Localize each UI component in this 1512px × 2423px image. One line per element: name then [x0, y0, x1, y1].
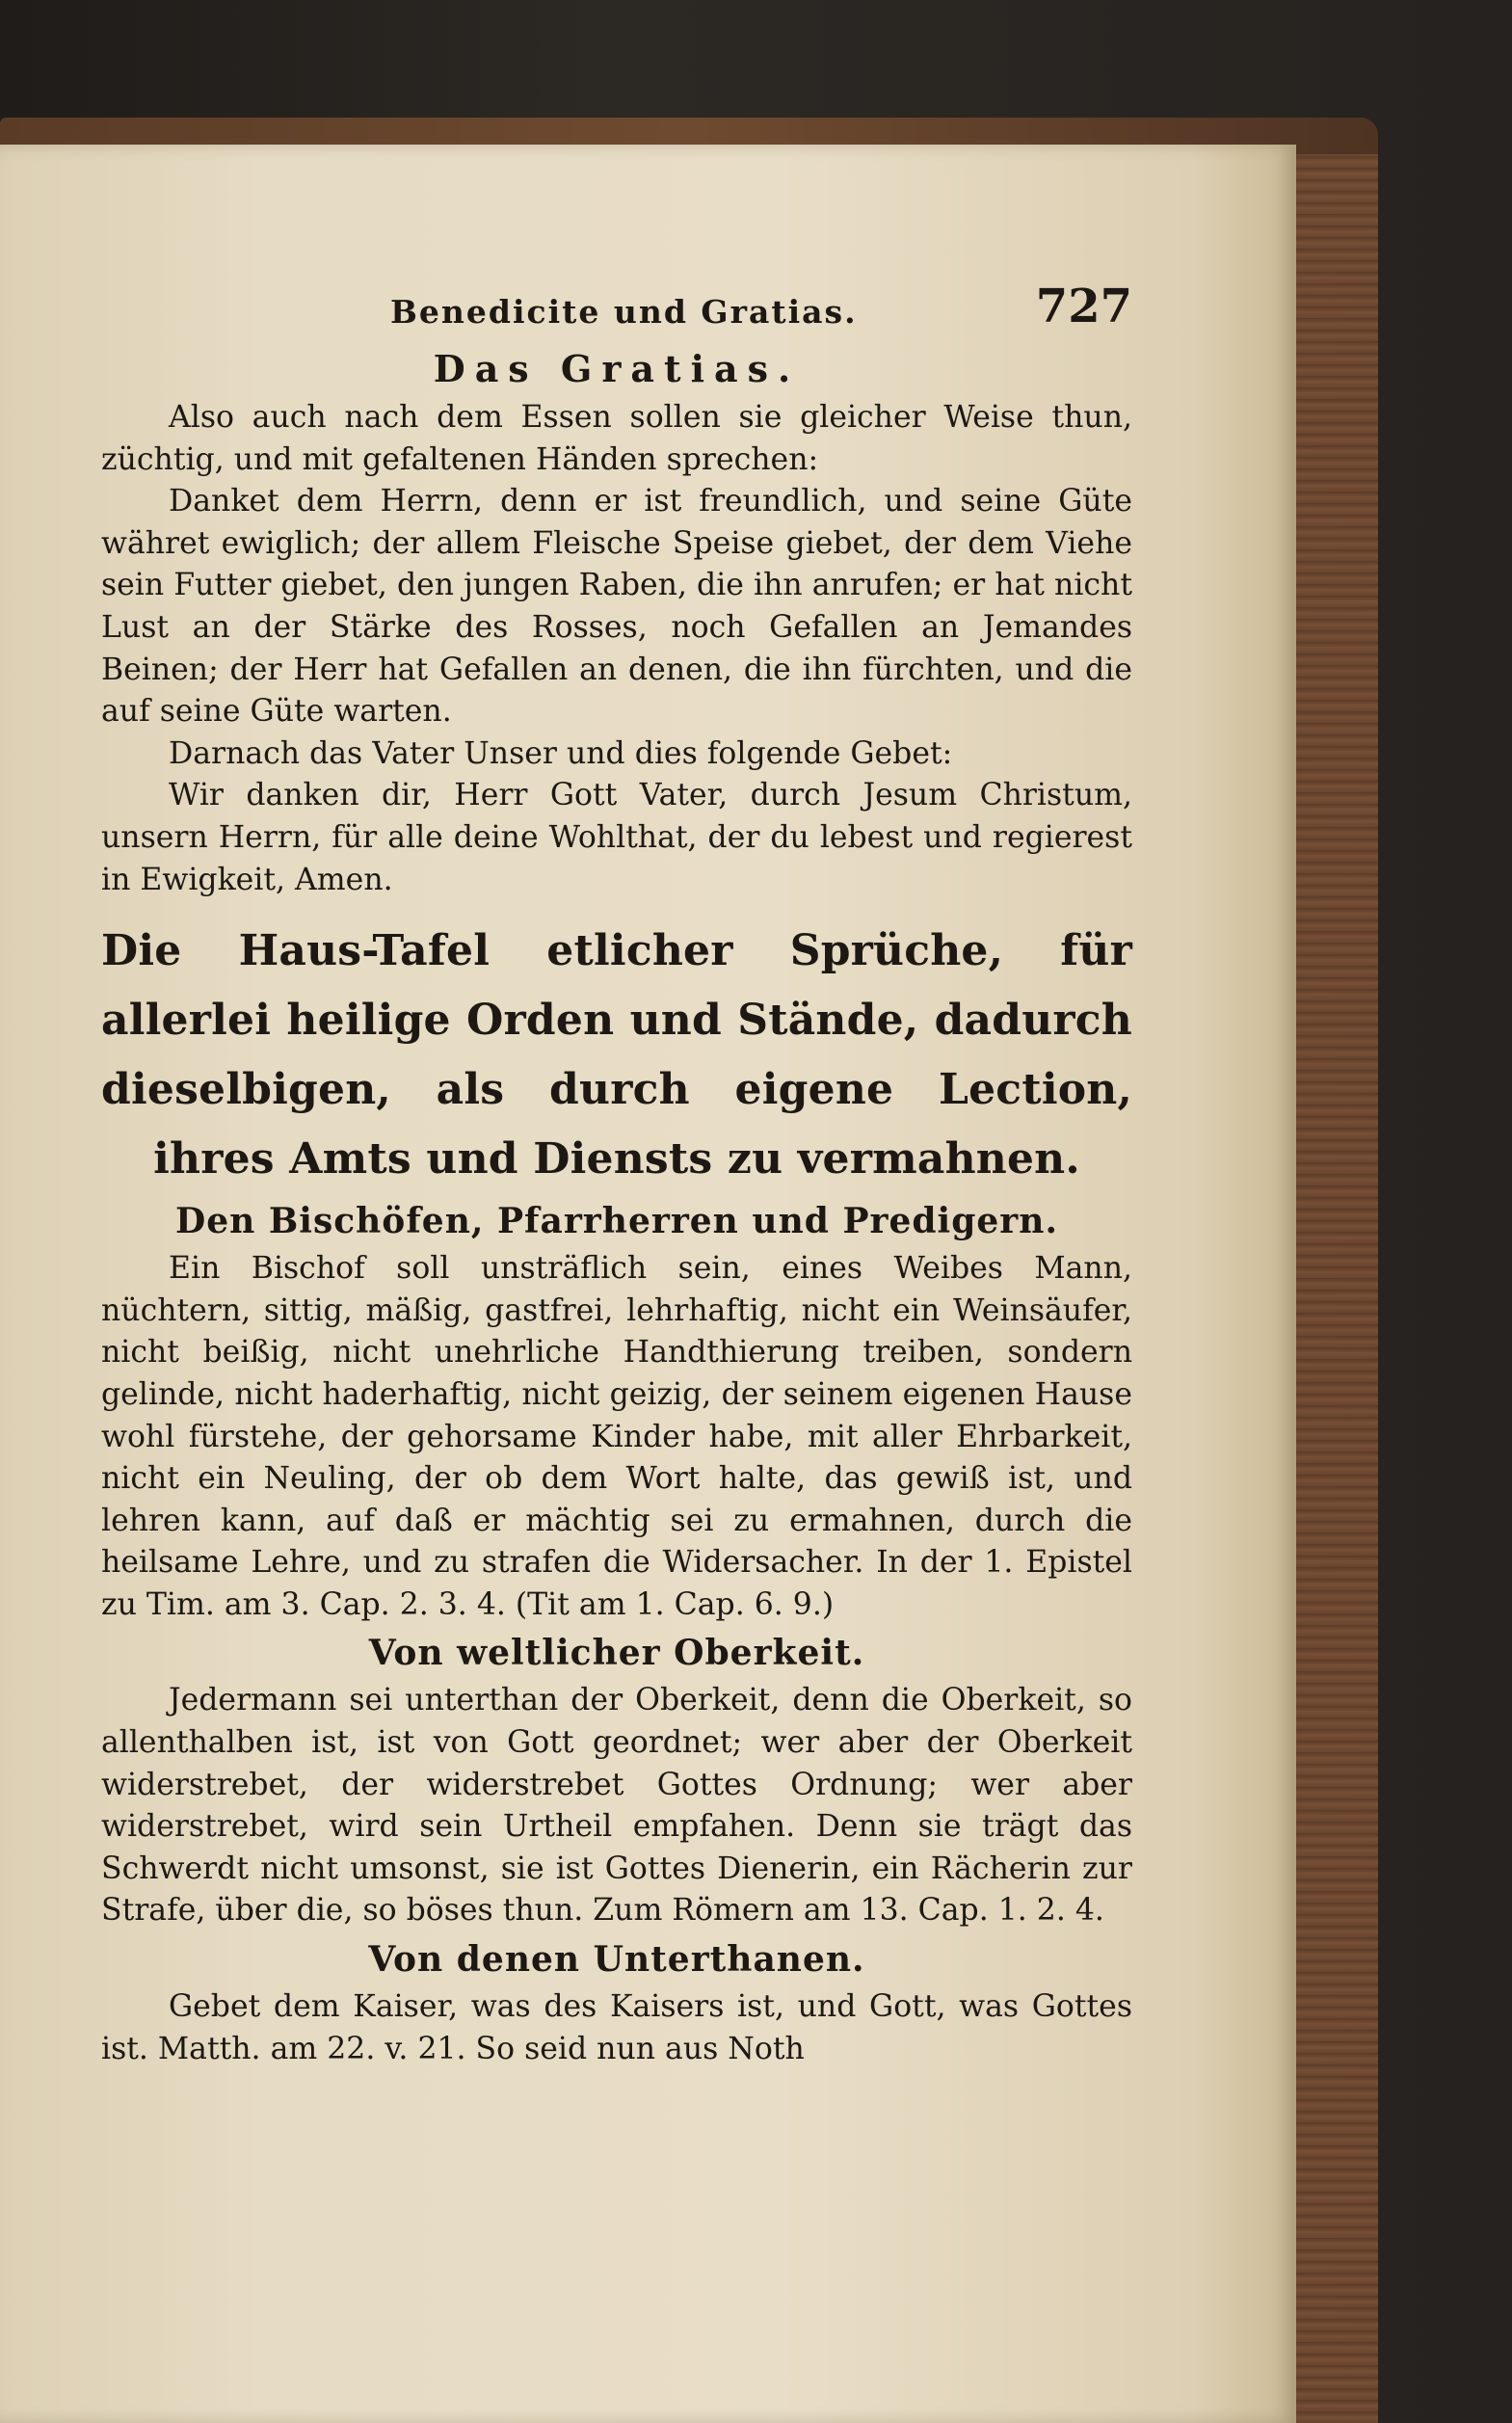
paragraph: Ein Bischof soll unsträflich sein, eines Weibes Mann, nüchtern, sittig, mäßig, gastfrei, lehrhaftig, nicht ein Weinsäufer, nicht beißig, nicht unehrliche Handthierung treiben, sondern gelinde, nicht haderhaftig, nicht geizig, der seinem eigenen Hause wohl fürstehe, der gehorsame Kinder habe, mit aller Ehrbarkeit, nicht ein Neuling, der ob dem Wort halte, das gewiß ist, und lehren kann, auf daß er mächtig sei zu ermahnen, durch die heilsame Lehre, und zu strafen die Widersacher. In der 1. Epistel zu Tim. am 3. Cap. 2. 3. 4. (Tit am 1. Cap. 6. 9.) — [101, 1251, 1132, 1622]
book-page-edges — [1282, 154, 1378, 2423]
paragraph: Danket dem Herrn, denn er ist freundlich, und seine Güte währet ewiglich; der allem Fleische Speise giebet, der dem Viehe sein Futter giebet, den jungen Raben, die ihn anrufen; er hat nicht Lust an der Stärke des Rosses, noch Gefallen an Jemandes Beinen; der Herr hat Gefallen an denen, die ihn fürchten, und die auf seine Güte warten. — [101, 484, 1132, 730]
paragraph: Jedermann sei unterthan der Oberkeit, denn die Oberkeit, so allenthalben ist, ist von Gott geordnet; wer aber der Oberkeit widerstrebet, der widerstrebet Gottes Ordnung; wer aber widerstrebet, wird sein Urtheil empfahen. Denn sie trägt das Schwerdt nicht umsonst, sie ist Gottes Dienerin, ein Rächerin zur Strafe, über die, so böses thun. Zum Römern am 13. Cap. 1. 2. 4. — [101, 1683, 1132, 1929]
paragraph: Gebet dem Kaiser, was des Kaisers ist, und Gott, was Gottes ist. Matth. am 22. v. 21. So seid nun aus Noth — [101, 1989, 1132, 2066]
running-title: Benedicite und Gratias. — [390, 293, 858, 331]
running-head — [101, 280, 1132, 341]
page-number: 727 — [1035, 280, 1132, 333]
heading-haustafel: Die Haus-Tafel etlicher Sprüche, für allerlei heilige Orden und Stände, dadurch dieselbigen, als durch eigene Lection, ihres Amts und Diensts zu vermahnen. — [101, 926, 1132, 1185]
paragraph: Also auch nach dem Essen sollen sie gleicher Weise thun, züchtig, und mit gefaltenen Händen sprechen: — [101, 400, 1132, 477]
heading-gratias: Das Gratias. — [433, 347, 801, 390]
heading-obrigkeit: Von weltlicher Oberkeit. — [368, 1633, 865, 1674]
page-text-block — [101, 280, 1132, 2070]
paragraph: Wir danken dir, Herr Gott Vater, durch Jesum Christum, unsern Herrn, für alle deine Wohlthat, der du lebest und regierest in Ewigkeit, Amen. — [101, 778, 1132, 897]
heading-unterthanen: Von denen Unterthanen. — [368, 1939, 865, 1981]
book-page — [0, 145, 1296, 2423]
paragraph: Darnach das Vater Unser und dies folgende Gebet: — [169, 735, 953, 771]
heading-bischoefe: Den Bischöfen, Pfarrherren und Predigern. — [175, 1201, 1058, 1242]
